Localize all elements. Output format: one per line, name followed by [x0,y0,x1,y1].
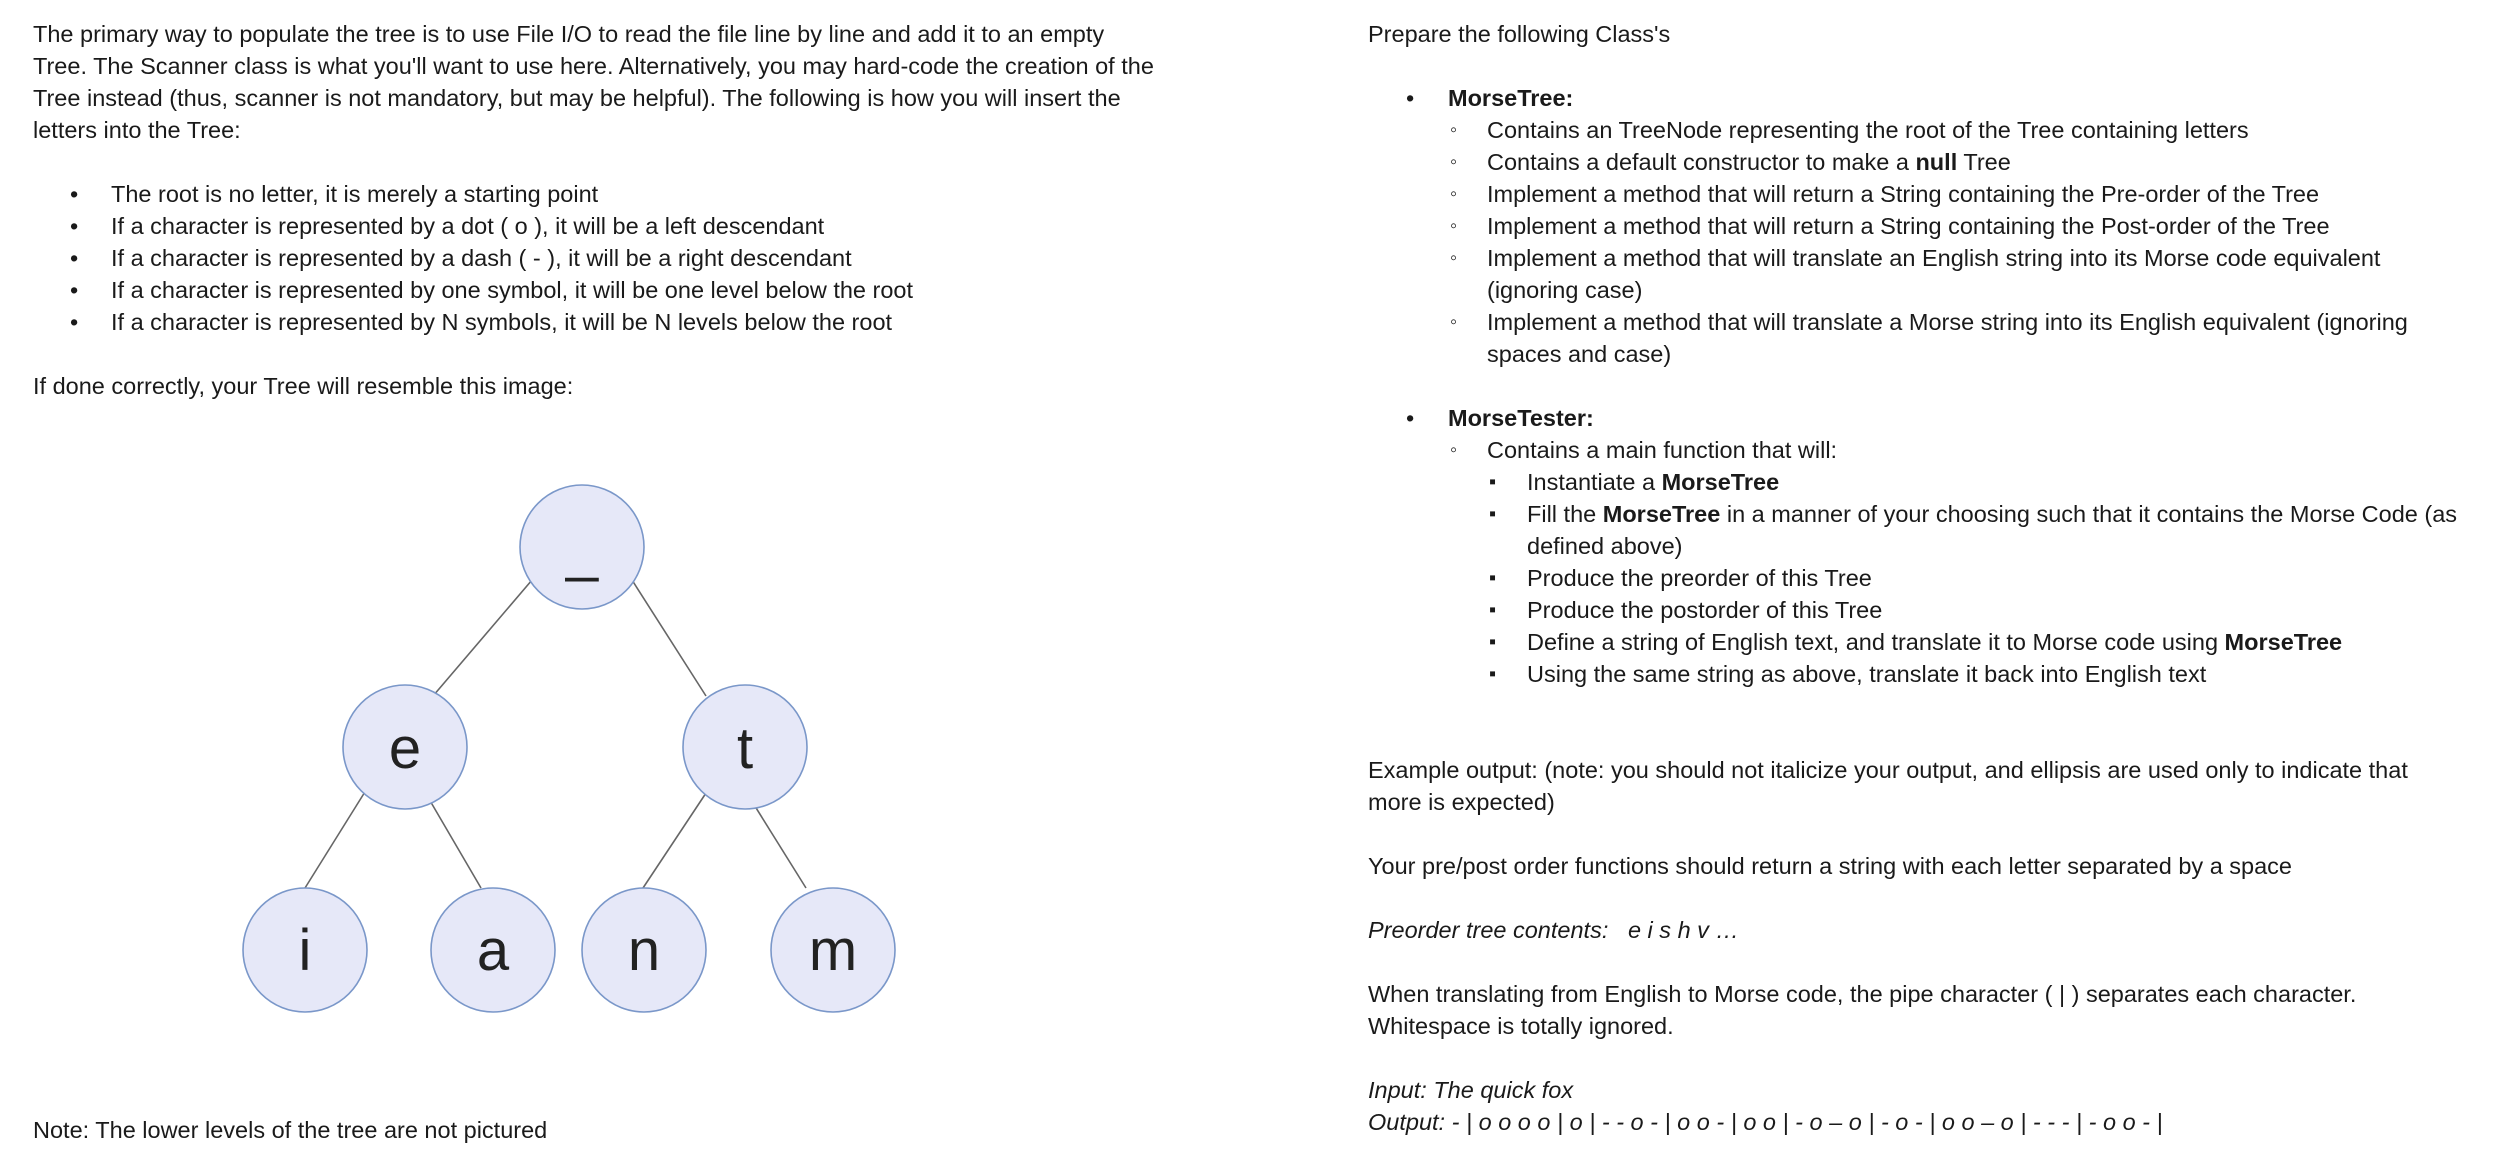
class-morsetree [1368,82,2458,370]
preorder-line [1368,914,2458,946]
tree-note: Note: The lower levels of the tree are not pictured [33,1117,548,1143]
list-item: ◦ Contains a default constructor to make a null Tree [1448,146,2458,178]
list-item: • The root is no letter, it is merely a starting point [33,178,1163,210]
list-item: • If a character is represented by a dash ( - ), it will be a right descendant [33,242,1163,274]
list-item: ◦ Contains an TreeNode representing the root of the Tree containing letters [1448,114,2458,146]
example-output: Output: - | o o o o | o | - - o - | o o - | o o | - o – o | - o - | o o – o | - - - | - o o - | [1368,1109,2163,1135]
insertion-rules-list [33,178,1163,338]
tree-label-e: e [388,716,422,781]
main-steps-list [1487,466,2458,690]
tree-edge [632,580,706,696]
list-item: ▪ Using the same string as above, translate it back into English text [1487,658,2458,690]
class-morsetester [1368,402,2458,690]
list-item: ◦ Implement a method that will translate a Morse string into its English equivalent (ignoring spaces and case) [1448,306,2458,370]
list-item: ▪ Produce the postorder of this Tree [1487,594,2458,626]
list-item: ▪ Produce the preorder of this Tree [1487,562,2458,594]
list-item: ◦ Implement a method that will return a String containing the Post-order of the Tree [1448,210,2458,242]
list-item: ▪ Define a string of English text, and translate it to Morse code using MorseTree [1487,626,2458,658]
resemble-text: If done correctly, your Tree will resemble this image: [33,373,574,399]
example-output-text: Example output: (note: you should not italicize your output, and ellipsis are used only to indicate that more is expected) [1368,757,2408,815]
tree-edge [643,787,710,888]
tree-label-t: t [736,716,754,781]
classes-list [1368,82,2458,690]
tree-edge [433,580,532,696]
prepost-text: Your pre/post order functions should return a string with each letter separated by a space [1368,853,2293,879]
intro-paragraph: The primary way to populate the tree is to use File I/O to read the file line by line and add it to an empty Tree. The Scanner class is what you'll want to use here. Alternatively, you may hard-code the creation of the Tree instead (thus, scanner is not mandatory, but may be helpful). The following is how you will insert the letters into the Tree: [33,21,1154,143]
list-item: ▪ Instantiate a MorseTree [1487,466,2458,498]
tree-label-m: m [808,918,858,983]
left-column [33,18,1163,402]
tree-label-a: a [476,918,510,983]
tree-edge [305,787,368,888]
tree-label-i: i [298,918,312,983]
tree-label-root: _ [565,518,599,583]
list-item: ◦ Contains a main function that will: ▪ Instantiate a MorseTree ▪ Fill the MorseTree in a manner of your choosing such that it contains the Morse Code (as defined above) ▪ Produce the preorder of this Tree ▪ Produce the postorder of this Tree ▪ Define a string of English text, and translate it to Morse code using MorseTree ▪ Using the same string as above, translate it back into English text [1448,434,2458,690]
morsetree-requirements [1448,114,2458,370]
list-item: ▪ Fill the MorseTree in a manner of your choosing such that it contains the Morse Code (as defined above) [1487,498,2458,562]
classes-heading: Prepare the following Class's [1368,21,1671,47]
right-column [1368,18,2458,1138]
list-item: ◦ Implement a method that will translate an English string into its Morse code equivalent (ignoring case) [1448,242,2458,306]
tree-label-n: n [627,918,661,983]
translating-text: When translating from English to Morse code, the pipe character ( | ) separates each character. Whitespace is totally ignored. [1368,981,2357,1039]
list-item: • If a character is represented by N symbols, it will be N levels below the root [33,306,1163,338]
preorder-label: Preorder tree contents: [1368,917,1609,943]
list-item: • If a character is represented by one symbol, it will be one level below the root [33,274,1163,306]
morsetester-requirements [1448,434,2458,690]
list-item: • If a character is represented by a dot ( o ), it will be a left descendant [33,210,1163,242]
class-name: MorseTree: [1448,85,1574,111]
morse-tree-diagram [230,470,930,1030]
class-name: MorseTester: [1448,405,1594,431]
preorder-value: e i s h v … [1627,917,1739,943]
list-item: ◦ Implement a method that will return a String containing the Pre-order of the Tree [1448,178,2458,210]
example-input: Input: The quick fox [1368,1077,1574,1103]
